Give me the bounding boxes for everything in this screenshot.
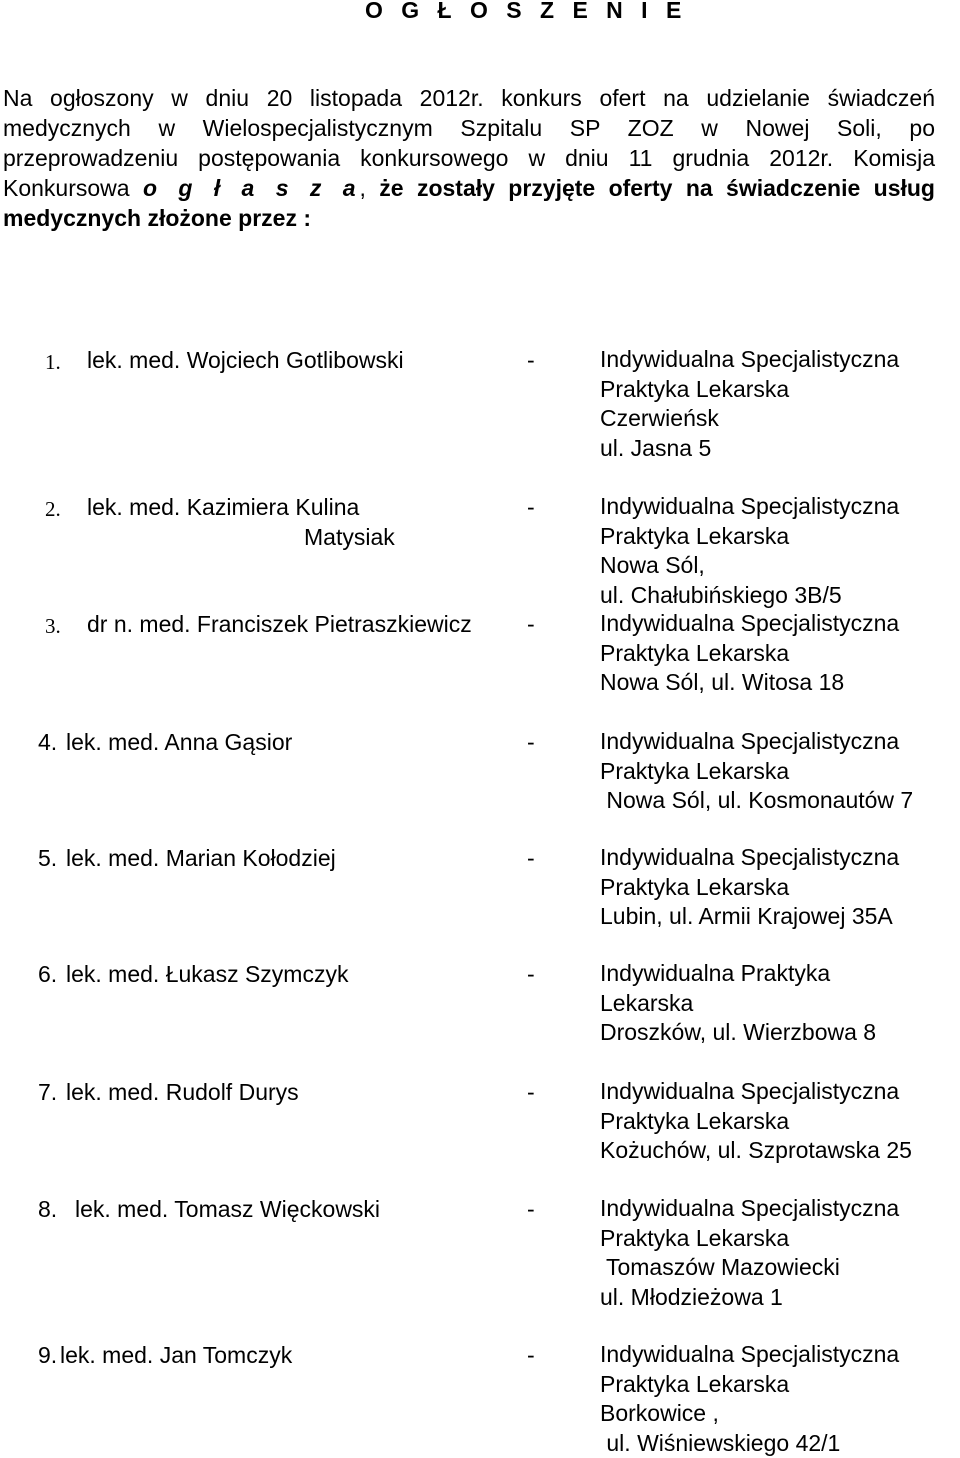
- item-desc-line: Lekarska: [600, 989, 940, 1019]
- intro-line-4-comma: ,: [360, 175, 380, 201]
- item-desc-line: Czerwieńsk: [600, 404, 940, 434]
- item-dash: -: [527, 959, 535, 989]
- item-dash: -: [527, 727, 535, 757]
- item-dash: -: [527, 1077, 535, 1107]
- item-desc-line: ul. Chałubińskiego 3B/5: [600, 581, 940, 611]
- item-desc-line: Indywidualna Praktyka: [600, 959, 940, 989]
- item-number: 2.: [45, 494, 61, 524]
- item-description: [600, 959, 940, 1048]
- intro-line-1: Na ogłoszony w dniu 20 listopada 2012r. konkurs ofert na udzielanie świadczeń: [3, 83, 935, 113]
- item-desc-line: Borkowice ,: [600, 1399, 940, 1429]
- item-number: 4.: [38, 727, 57, 757]
- item-dash: -: [527, 492, 535, 522]
- item-desc-line: Praktyka Lekarska: [600, 873, 940, 903]
- item-desc-line: Lubin, ul. Armii Krajowej 35A: [600, 902, 940, 932]
- item-desc-line: ul. Młodzieżowa 1: [600, 1283, 940, 1313]
- item-dash: -: [527, 1340, 535, 1370]
- intro-line-2: medycznych w Wielospecjalistycznym Szpitalu SP ZOZ w Nowej Soli, po: [3, 113, 935, 143]
- item-name: lek. med. Wojciech Gotlibowski: [87, 345, 404, 375]
- item-desc-line: Tomaszów Mazowiecki: [600, 1253, 940, 1283]
- item-desc-line: Praktyka Lekarska: [600, 1370, 940, 1400]
- item-desc-line: ul. Jasna 5: [600, 434, 940, 464]
- item-desc-line: Indywidualna Specjalistyczna: [600, 1077, 940, 1107]
- item-name: lek. med. Rudolf Durys: [66, 1077, 299, 1107]
- item-name: lek. med. Jan Tomczyk: [60, 1340, 292, 1370]
- item-description: [600, 1340, 940, 1458]
- item-desc-line: Praktyka Lekarska: [600, 1224, 940, 1254]
- item-desc-line: Indywidualna Specjalistyczna: [600, 492, 940, 522]
- item-desc-line: Indywidualna Specjalistyczna: [600, 727, 940, 757]
- item-name: lek. med. Anna Gąsior: [66, 727, 292, 757]
- item-name: lek. med. Łukasz Szymczyk: [66, 959, 348, 989]
- item-desc-line: Praktyka Lekarska: [600, 757, 940, 787]
- item-desc-line: Praktyka Lekarska: [600, 375, 940, 405]
- intro-line-4-start: Konkursowa: [3, 175, 143, 201]
- item-dash: -: [527, 345, 535, 375]
- item-description: [600, 609, 940, 698]
- page-title: O G Ł O S Z E N I E: [365, 0, 687, 24]
- item-desc-line: Nowa Sól, ul. Witosa 18: [600, 668, 940, 698]
- item-name: lek. med. Kazimiera Kulina: [87, 492, 359, 522]
- item-desc-line: Praktyka Lekarska: [600, 639, 940, 669]
- item-desc-line: Indywidualna Specjalistyczna: [600, 1194, 940, 1224]
- item-description: [600, 727, 940, 816]
- item-number: 8.: [38, 1194, 57, 1224]
- item-desc-line: Praktyka Lekarska: [600, 522, 940, 552]
- item-number: 6.: [38, 959, 57, 989]
- item-number: 3.: [45, 611, 61, 641]
- item-dash: -: [527, 843, 535, 873]
- item-number: 9.: [38, 1340, 57, 1370]
- item-description: [600, 345, 940, 463]
- item-description: [600, 1077, 940, 1166]
- item-desc-line: Indywidualna Specjalistyczna: [600, 1340, 940, 1370]
- item-description: [600, 1194, 940, 1312]
- item-name: dr n. med. Franciszek Pietraszkiewicz: [87, 609, 472, 639]
- intro-line-5-bold: medycznych złożone przez :: [3, 205, 311, 231]
- item-number: 5.: [38, 843, 57, 873]
- item-desc-line: Droszków, ul. Wierzbowa 8: [600, 1018, 940, 1048]
- item-number: 7.: [38, 1077, 57, 1107]
- item-desc-line: Indywidualna Specjalistyczna: [600, 345, 940, 375]
- item-name: lek. med. Tomasz Więckowski: [75, 1194, 380, 1224]
- item-dash: -: [527, 609, 535, 639]
- item-desc-line: Kożuchów, ul. Szprotawska 25: [600, 1136, 940, 1166]
- announce-word: o g ł a s z a: [143, 175, 360, 201]
- item-desc-line: ul. Wiśniewskiego 42/1: [600, 1429, 940, 1458]
- item-desc-line: Nowa Sól,: [600, 551, 940, 581]
- item-name-continued: Matysiak: [304, 522, 395, 552]
- item-number: 1.: [45, 347, 61, 377]
- item-desc-line: Praktyka Lekarska: [600, 1107, 940, 1137]
- item-desc-line: Indywidualna Specjalistyczna: [600, 843, 940, 873]
- intro-line-4-bold: że zostały przyjęte oferty na świadczenie usług: [379, 175, 935, 201]
- item-description: [600, 492, 940, 610]
- item-dash: -: [527, 1194, 535, 1224]
- item-name: lek. med. Marian Kołodziej: [66, 843, 336, 873]
- item-desc-line: Nowa Sól, ul. Kosmonautów 7: [600, 786, 940, 816]
- item-desc-line: Indywidualna Specjalistyczna: [600, 609, 940, 639]
- item-description: [600, 843, 940, 932]
- intro-line-3: przeprowadzeniu postępowania konkursowego w dniu 11 grudnia 2012r. Komisja: [3, 143, 935, 173]
